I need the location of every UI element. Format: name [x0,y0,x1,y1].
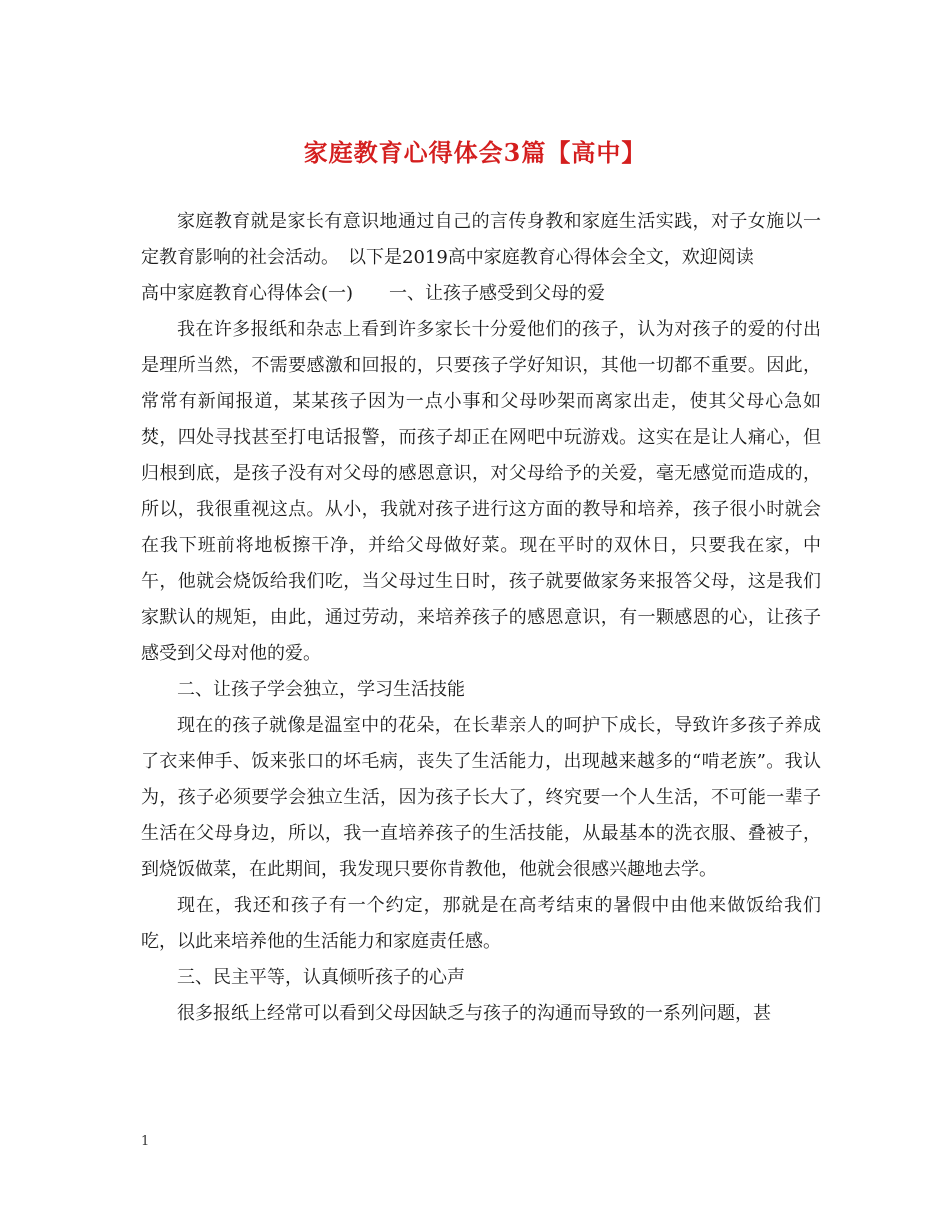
section-heading-1: 高中家庭教育心得体会(一) 一、让孩子感受到父母的爱 [141,283,606,304]
section-heading-3: 三、民主平等，认真倾听孩子的心声 [177,967,465,988]
body-paragraph-2: 现在的孩子就像是温室中的花朵，在长辈亲人的呵护下成长，导致许多孩子养成了衣来伸手、饭来张口的坏毛病，丧失了生活能力，出现越来越多的“啃老族”。我认为，孩子必须要学会独立生活，因为孩子长大了，终究要一个人生活，不可能一辈子生活在父母身边，所以，我一直培养孩子的生活技能，从最基本的洗衣服、叠被子，到烧饭做菜，在此期间，我发现只要你肯教他，他就会很感兴趣地去学。 [141,715,821,880]
page-number: 1 [141,1134,150,1149]
body-paragraph-4: 很多报纸上经常可以看到父母因缺乏与孩子的沟通而导致的一系列问题，甚 [177,1003,771,1024]
document-title: 家庭教育心得体会3篇【高中】 [303,138,647,167]
intro-paragraph: 家庭教育就是家长有意识地通过自己的言传身教和家庭生活实践，对子女施以一定教育影响的社会活动。 以下是2019高中家庭教育心得体会全文，欢迎阅读 [141,211,821,268]
document-body [141,204,821,1032]
section-heading-2: 二、让孩子学会独立，学习生活技能 [177,679,465,700]
body-paragraph-3: 现在，我还和孩子有一个约定，那就是在高考结束的暑假中由他来做饭给我们吃，以此来培养他的生活能力和家庭责任感。 [141,895,821,952]
body-paragraph-1: 我在许多报纸和杂志上看到许多家长十分爱他们的孩子，认为对孩子的爱的付出是理所当然，不需要感激和回报的，只要孩子学好知识，其他一切都不重要。因此，常常有新闻报道，某某孩子因为一点小事和父母吵架而离家出走，使其父母心急如焚，四处寻找甚至打电话报警，而孩子却正在网吧中玩游戏。这实在是让人痛心，但归根到底，是孩子没有对父母的感恩意识，对父母给予的关爱，毫无感觉而造成的，所以，我很重视这点。从小，我就对孩子进行这方面的教导和培养，孩子很小时就会在我下班前将地板擦干净，并给父母做好菜。现在平时的双休日，只要我在家，中午，他就会烧饭给我们吃，当父母过生日时，孩子就要做家务来报答父母，这是我们家默认的规矩，由此，通过劳动，来培养孩子的感恩意识，有一颗感恩的心，让孩子感受到父母对他的爱。 [141,319,821,664]
